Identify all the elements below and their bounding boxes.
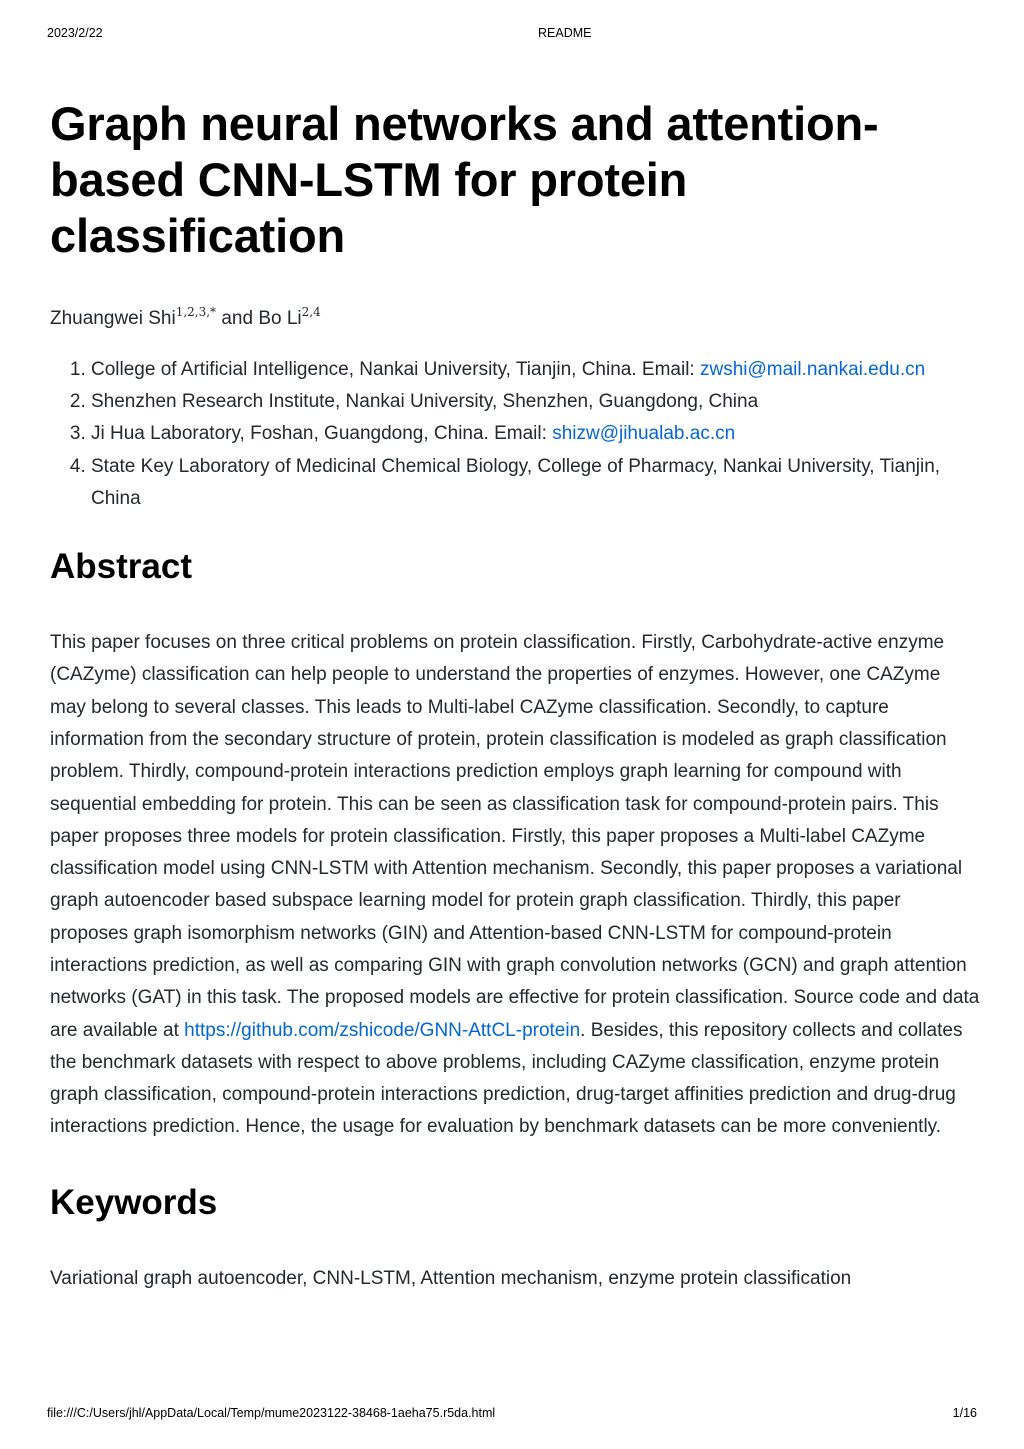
affiliation-item [91, 354, 980, 386]
print-header [47, 26, 977, 42]
document-body [50, 96, 980, 1295]
affiliation-text: Shenzhen Research Institute, Nankai University, Shenzhen, Guangdong, China [91, 391, 759, 413]
keywords-text: Variational graph autoencoder, CNN-LSTM, Attention mechanism, enzyme protein classification [50, 1267, 852, 1289]
affiliation-list [50, 354, 980, 515]
email-link[interactable]: zwshi@mail.nankai.edu.cn [699, 359, 926, 380]
abstract-text: . Besides, this repository collects and collates the benchmark datasets with respect to above problems, including CAZyme classification, enzyme protein graph classification, compound-protein interactions prediction, drug-target affinities prediction and drug-drug interactions prediction. Hence, the usage for evaluation by benchmark datasets can be more conveniently. [50, 1019, 963, 1138]
abstract-text: This paper focuses on three critical problems on protein classification. Firstly, Carbohydrate-active enzyme (CAZyme) classification can help people to understand the properties of enzymes. However, one CAZyme may belong to several classes. This leads to Multi-label CAZyme classification. Secondly, to capture information from the secondary structure of protein, protein classification is modeled as graph classification problem. Thirdly, compound-protein interactions prediction employs graph learning for compound with sequential embedding for protein. This can be seen as classification task for compound-protein pairs. This paper proposes three models for protein classification. Firstly, this paper proposes a Multi-label CAZyme classification model using CNN-LSTM with Attention mechanism. Secondly, this paper proposes a variational graph autoencoder based subspace learning model for protein graph classification. Thirdly, this paper proposes graph isomorphism networks (GIN) and Attention-based CNN-LSTM for compound-protein interactions prediction, as well as comparing GIN with graph convolution networks (GCN) and graph attention networks (GAT) in this task. The proposed models are effective for protein classification. Source code and data are available at [50, 632, 980, 1041]
author-connector: and [221, 308, 254, 329]
keywords-heading: Keywords [50, 1182, 218, 1222]
affiliation-item [91, 451, 980, 515]
print-doc-title: README [538, 26, 592, 40]
affiliation-text: College of Artificial Intelligence, Nankai University, Tianjin, China. Email: [91, 359, 700, 380]
print-footer [47, 1406, 977, 1422]
author-line [50, 306, 980, 332]
abstract-paragraph [50, 627, 980, 1144]
email-link[interactable]: shizw@jihualab.ac.cn [552, 423, 736, 445]
file-path: file:///C:/Users/jhl/AppData/Local/Temp/mume2023122-38468-1aeha75.r5da.html [47, 1406, 496, 1420]
page-number: 1/16 [952, 1406, 977, 1420]
abstract-heading: Abstract [50, 547, 192, 587]
source-code-link[interactable]: https://github.com/zshicode/GNN-AttCL-protein [184, 1019, 581, 1041]
author-name: Zhuangwei Shi [50, 308, 176, 329]
paper-title: Graph neural networks and attention-based CNN-LSTM for protein classification [50, 97, 879, 262]
affiliation-text: State Key Laboratory of Medicinal Chemical Biology, College of Pharmacy, Nankai University, Tianjin, China [91, 455, 941, 509]
author-affil-sup: 2,4 [301, 305, 321, 319]
author-affil-sup: 1,2,3,* [175, 305, 217, 319]
print-date: 2023/2/22 [47, 26, 103, 40]
affiliation-text: Ji Hua Laboratory, Foshan, Guangdong, China. Email: [91, 423, 553, 445]
affiliation-item [91, 386, 980, 418]
affiliation-item [91, 418, 980, 450]
author-name: Bo Li [258, 308, 302, 329]
